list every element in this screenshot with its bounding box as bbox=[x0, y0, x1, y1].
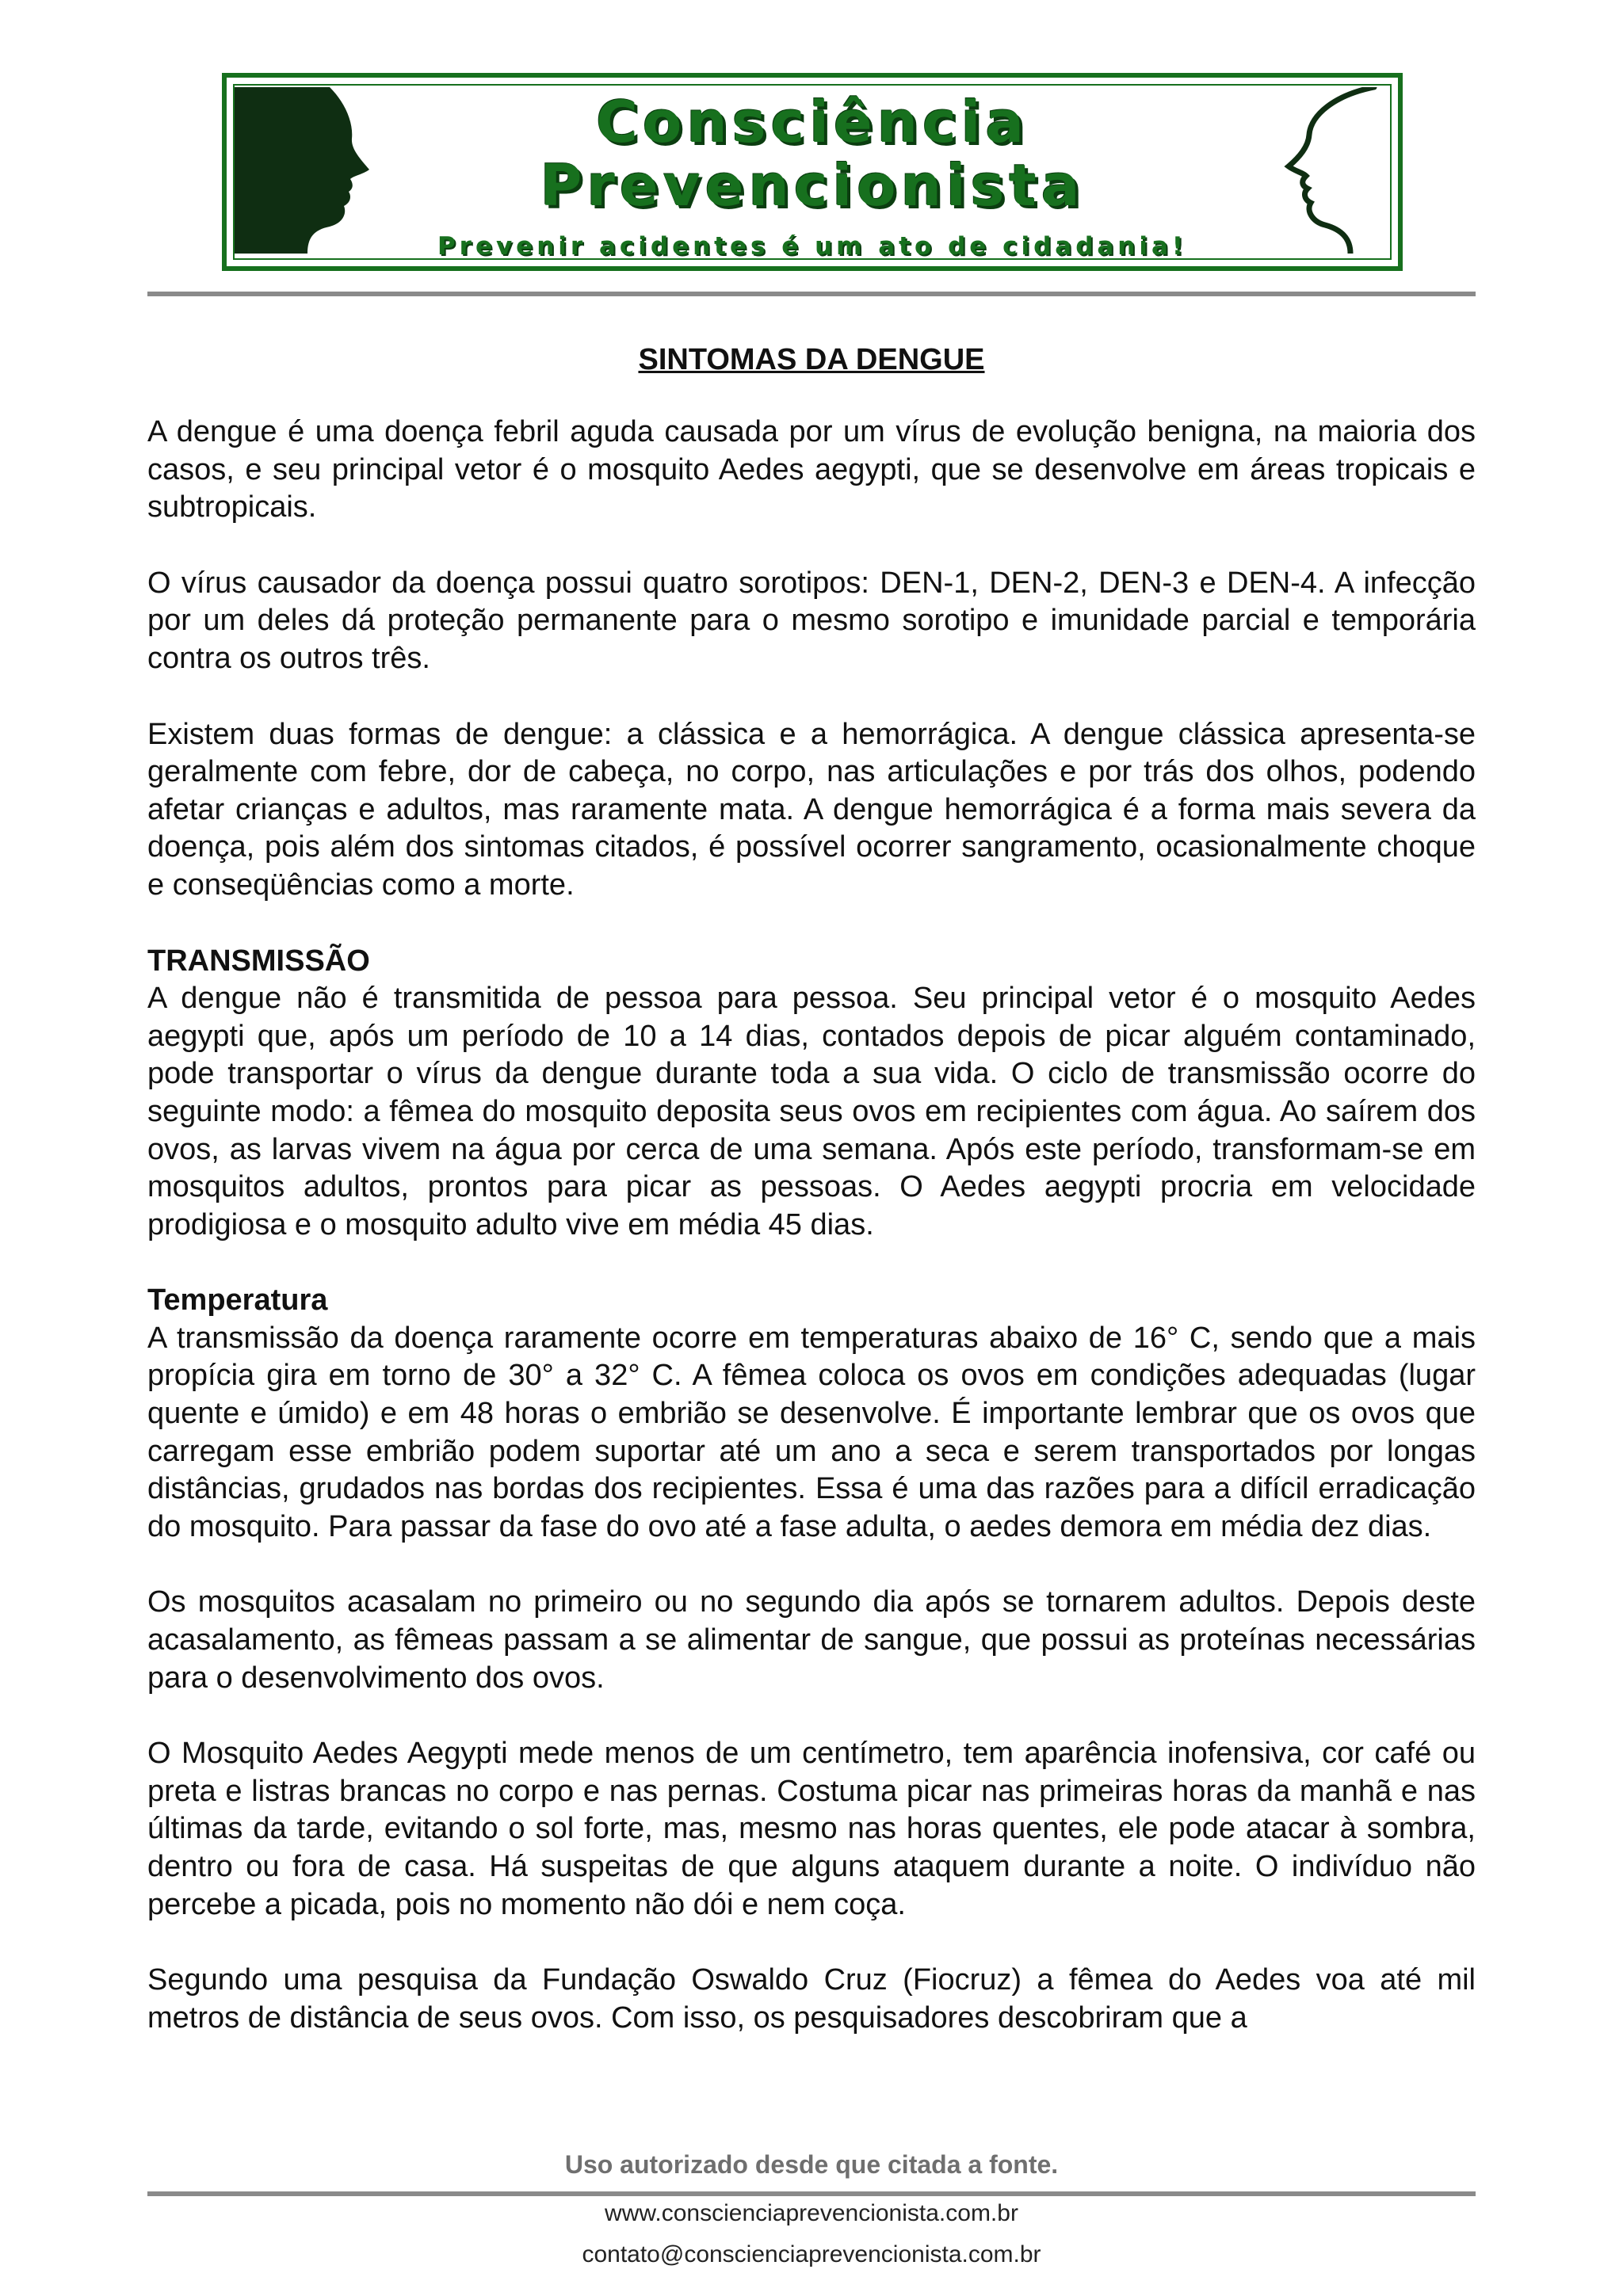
footer-usage-note: Uso autorizado desde que citada a fonte. bbox=[564, 2150, 1059, 2179]
section-heading-transmission: TRANSMISSÃO bbox=[147, 944, 370, 978]
mosquito-description-paragraph: O Mosquito Aedes Aegypti mede menos de um centímetro, tem aparência inofensiva, cor café ou preta e listras brancas no corpo e nas pernas. Costuma picar nas primeiras horas da manhã e nas últimas da tarde, evitando o sol forte, mas, mesmo nas horas quentes, ele pode atacar à sombra, dentro ou fora de casa. Há suspeitas de que alguns ataquem durante a noite. O indivíduo não percebe a picada, pois no momento não dói e nem coça. bbox=[147, 1737, 1476, 1921]
mating-paragraph: Os mosquitos acasalam no primeiro ou no segundo dia após se tornarem adultos. Depois deste acasalamento, as fêmeas passam a se alimentar de sangue, que possui as proteínas necessárias para o desenvolvimento dos ovos. bbox=[147, 1585, 1476, 1695]
transmission-paragraph: A dengue não é transmitida de pessoa para pessoa. Seu principal vetor é o mosquito Aedes aegypti que, após um período de 10 a 14 dias, contados depois de picar alguém contaminado, pode transportar o vírus da dengue durante toda a sua vida. O ciclo de transmissão ocorre do seguinte modo: a fêmea do mosquito deposita seus ovos em recipientes com água. Ao saírem dos ovos, as larvas vivem na água por cerca de uma semana. Após este período, transformam-se em mosquitos adultos, prontos para picar as pessoas. O Aedes aegypti procria em velocidade prodigiosa e o mosquito adulto vive em média 45 dias. bbox=[147, 982, 1476, 1241]
intro-paragraph-2: O vírus causador da doença possui quatro sorotipos: DEN-1, DEN-2, DEN-3 e DEN-4. A infecção por um deles dá proteção permanente para o mesmo sorotipo e imunidade parcial e temporária contra os outros três. bbox=[147, 566, 1476, 675]
logo-title-line2: Prevencionista bbox=[540, 152, 1085, 219]
intro-paragraph-3: Existem duas formas de dengue: a clássica e a hemorrágica. A dengue clássica apresenta-se geralmente com febre, dor de cabeça, no corpo, nas articulações e por trás dos olhos, podendo afetar crianças e adultos, mas raramente mata. A dengue hemorrágica é a forma mais severa da doença, pois além dos sintomas citados, é possível ocorrer sangramento, ocasionalmente choque e conseqüências como a morte. bbox=[147, 717, 1476, 902]
footer-email-link[interactable]: contato@conscienciaprevencionista.com.br bbox=[582, 2241, 1041, 2267]
document-body bbox=[147, 341, 1476, 2037]
header-divider bbox=[147, 292, 1476, 296]
footer-divider bbox=[147, 2191, 1476, 2196]
header-logo-banner bbox=[222, 73, 1403, 271]
logo-slogan: Prevenir acidentes é um ato de cidadania! bbox=[437, 232, 1188, 261]
fiocruz-paragraph: Segundo uma pesquisa da Fundação Oswaldo Cruz (Fiocruz) a fêmea do Aedes voa até mil metros de distância de seus ovos. Com isso, os pesquisadores descobriram que a bbox=[147, 1963, 1476, 2035]
logo-title-line1: Consciência bbox=[596, 89, 1029, 155]
section-heading-temperature: Temperatura bbox=[147, 1283, 328, 1318]
temperature-paragraph: A transmissão da doença raramente ocorre em temperaturas abaixo de 16° C, sendo que a mais propícia gira em torno de 30° a 32° C. A fêmea coloca os ovos em condições adequadas (lugar quente e úmido) e em 48 horas o embrião se desenvolve. É importante lembrar que os ovos que carregam esse embrião podem suportar até um ano a seca e serem transportados por longas distâncias, grudados nas bordas dos recipientes. Essa é uma das razões para a difícil erradicação do mosquito. Para passar da fase do ovo até a fase adulta, o aedes demora em média dez dias. bbox=[147, 1321, 1476, 1543]
footer-website-link[interactable]: www.conscienciaprevencionista.com.br bbox=[605, 2200, 1018, 2226]
intro-paragraph-1: A dengue é uma doença febril aguda causada por um vírus de evolução benigna, na maioria dos casos, e seu principal vetor é o mosquito Aedes aegypti, que se desenvolve em áreas tropicais e subtropicais. bbox=[147, 415, 1476, 524]
document-title: SINTOMAS DA DENGUE bbox=[638, 343, 985, 376]
